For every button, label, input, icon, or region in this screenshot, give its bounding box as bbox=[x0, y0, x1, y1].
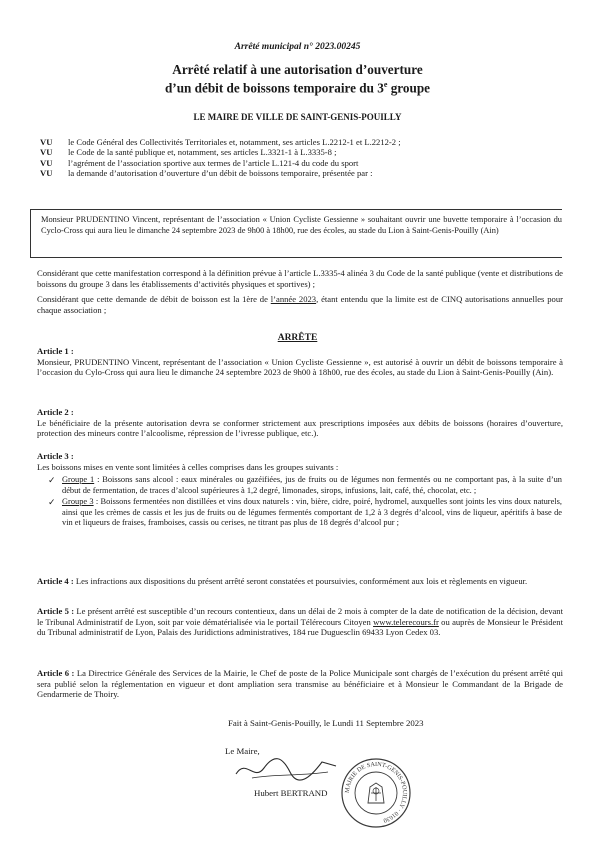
article-3 bbox=[37, 451, 563, 472]
decree-reference: Arrêté municipal n° 2023.00245 bbox=[234, 42, 361, 52]
signatory-role: Le Maire, bbox=[225, 746, 260, 756]
article-3-title: Article 3 : bbox=[37, 451, 74, 461]
article-5: Article 5 : Le présent arrêté est susceptible d’un recours contentieux, dans un délai de 2 mois à compter de la date de notification de la décision, devant le Tribunal Administratif de Lyon, soit par voie dématérialisée via le portail Télérecours Citoyen www.telerecours.fr ou auprès de Monsieur le Président du Tribunal administratif de Lyon, Palais des Juridictions administratives, 184 rue Duguesclin 69433 Lyon Cedex 03. bbox=[37, 606, 563, 638]
official-seal-stamp bbox=[340, 757, 412, 829]
check-icon: ✓ bbox=[48, 497, 56, 507]
signatory-name: Hubert BERTRAND bbox=[254, 788, 328, 798]
request-box: Monsieur PRUDENTINO Vincent, représentant de l’association « Union Cycliste Gessienne » souhaitant ouvrir une buvette temporaire à l’occasion du Cyclo-Cross qui aura lieu le dimanche 24 septembre 2023 de 9h00 à 18h00, rue des écoles, au stade du Lion à Saint-Genis-Pouilly (Ain) bbox=[30, 209, 562, 258]
groups-list bbox=[48, 475, 562, 529]
article-1-text: Monsieur, PRUDENTINO Vincent, représentant de l’association « Union Cycliste Gessienne », est autorisé à ouvrir un débit de boissons temporaire à l’occasion du Cylo-Cross qui aura lieu le dimanche 24 septembre 2023 de 9h00 à 18h00, rue des écoles, au stade du Lion à Saint-Genis-Pouilly (Ain). bbox=[37, 356, 563, 378]
svg-text:MAIRIE DE SAINT-GENIS-POUILLY: MAIRIE DE SAINT-GENIS-POUILLY · 01630 bbox=[343, 760, 409, 824]
visa-item: VU le Code de la santé publique et, notamment, ses articles L.3321-1 à L.3335-8 ; bbox=[40, 147, 337, 158]
visa-item: VU le Code Général des Collectivités Territoriales et, notamment, ses articles L.2212-1 et L.2212-2 ; bbox=[40, 137, 401, 147]
considerant-2: Considérant que cette demande de débit de boisson est la 1ère de l’année 2023, étant entendu que la limite est de CINQ autorisations annuelles pour chaque association ; bbox=[37, 294, 563, 315]
visa-item: VU la demande d’autorisation d’ouverture d’un débit de boissons temporaire, présentée par : bbox=[40, 167, 373, 178]
check-icon: ✓ bbox=[48, 475, 56, 485]
visas-list bbox=[40, 137, 562, 178]
article-3-text: Les boissons mises en vente sont limitées à celles comprises dans les groupes suivants : bbox=[37, 461, 339, 472]
group-3-item: ✓ Groupe 3 : Boissons fermentées non distillées et vins doux naturels : vin, bière, cidre, poiré, hydromel, auxquelles sont joints les vins doux naturels, ainsi que les crèmes de cassis et les jus de fruits ou de légumes fermentés comportant de 1,2 à 3 degrés d’alcool, vins de liqueur, apéritifs à base de vin et liqueurs de fraises, framboises, cassis ou cerises, ne titrant pas plus de 18 degrés d’alcool pur ; bbox=[48, 497, 562, 527]
article-4: Article 4 : Les infractions aux dispositions du présent arrêté seront constatées et poursuivies, conformément aux lois et règlements en vigueur. bbox=[37, 576, 528, 586]
title-line-1: Arrêté relatif à une autorisation d’ouverture bbox=[172, 62, 423, 77]
mayor-heading: LE MAIRE DE VILLE DE SAINT-GENIS-POUILLY bbox=[193, 112, 402, 122]
article-2 bbox=[37, 407, 563, 439]
article-1 bbox=[37, 346, 563, 378]
handwritten-signature bbox=[232, 752, 342, 784]
decree-title bbox=[0, 62, 595, 95]
group-1-item: ✓ Groupe 1 : Boissons sans alcool : eaux minérales ou gazéifiées, jus de fruits ou de légumes non fermentés ou ne comportant pas, à la suite d’un début de fermentation, de traces d’alcool supérieures à 1,2 degré, limonades, sirops, infusions, lait, café, thé, chocolat, etc. ; bbox=[48, 475, 562, 495]
place-date: Fait à Saint-Genis-Pouilly, le Lundi 11 Septembre 2023 bbox=[228, 718, 424, 728]
article-2-text: Le bénéficiaire de la présente autorisation devra se conformer strictement aux prescriptions imposées aux débits de boissons (horaires d’ouverture, protection des mineurs contre l’alcoolisme, répression de l’ivresse publique, etc.). bbox=[37, 417, 563, 439]
article-6: Article 6 : La Directrice Générale des Services de la Mairie, le Chef de poste de la Police Municipale sont chargés de l’exécution du présent arrêté qui sera publié selon la réglementation en vigueur et dont ampliation sera transmise au bénéficiaire et à Monsieur le Commandant de la Brigade de Gendarmerie de Thoiry. bbox=[37, 668, 563, 700]
visa-item: VU l’agrément de l’association sportive aux termes de l’article L.121-4 du code du sport bbox=[40, 157, 359, 168]
title-line-2: d’un débit de boissons temporaire du 3e groupe bbox=[164, 80, 431, 96]
telerecours-link[interactable]: www.telerecours.fr bbox=[373, 616, 439, 627]
arrete-heading: ARRÊTE bbox=[277, 333, 318, 343]
considerant-1: Considérant que cette manifestation correspond à la définition prévue à l’article L.3335-4 alinéa 3 du Code de la santé publique (vente et distributions de boissons du groupe 3 dans les établissements d’activités physiques et sportives) ; bbox=[37, 268, 563, 289]
article-2-title: Article 2 : bbox=[37, 407, 74, 417]
article-1-title: Article 1 : bbox=[37, 346, 74, 356]
